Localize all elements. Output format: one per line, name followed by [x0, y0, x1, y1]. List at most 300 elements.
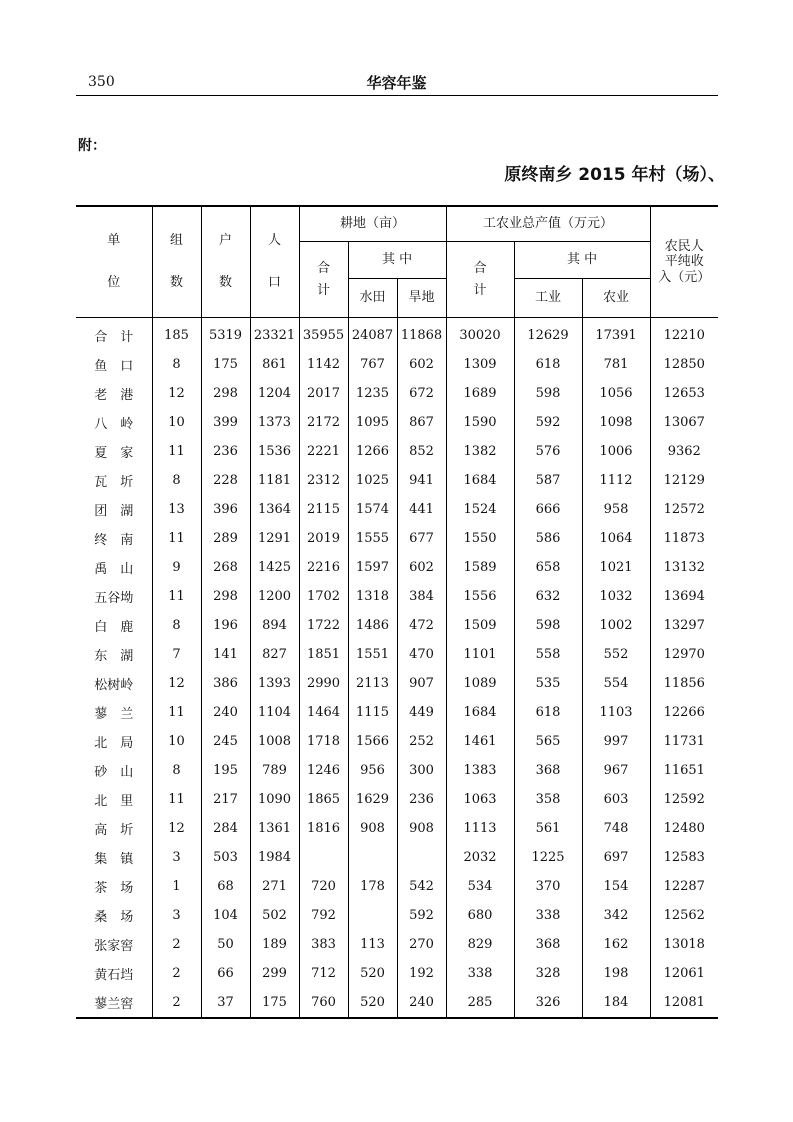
cell-industry: 338	[514, 901, 582, 930]
cell-dryland: 941	[397, 466, 446, 495]
cell-households: 196	[201, 611, 250, 640]
table-row	[76, 350, 718, 379]
cell-industry: 598	[514, 611, 582, 640]
cell-industry: 666	[514, 495, 582, 524]
cell-output-total: 338	[446, 959, 514, 988]
cell-groups: 2	[152, 988, 201, 1018]
cell-income: 12061	[650, 959, 718, 988]
header-industry: 工业	[514, 279, 582, 318]
cell-income: 12592	[650, 785, 718, 814]
table-caption: 原终南乡 2015 年村（场）、	[504, 165, 725, 185]
cell-income: 12583	[650, 843, 718, 872]
cell-unit: 蓼兰窖	[76, 988, 152, 1018]
statistics-table	[76, 205, 718, 1019]
cell-dryland: 252	[397, 727, 446, 756]
table-body	[76, 318, 718, 1019]
table-row	[76, 988, 718, 1018]
cell-output-total: 1589	[446, 553, 514, 582]
header-paddy: 水田	[348, 279, 397, 318]
cell-unit: 北 局	[76, 727, 152, 756]
cell-population: 827	[250, 640, 299, 669]
cell-output-total: 1509	[446, 611, 514, 640]
cell-population: 299	[250, 959, 299, 988]
table-row	[76, 408, 718, 437]
cell-output-total: 1089	[446, 669, 514, 698]
cell-paddy: 1266	[348, 437, 397, 466]
cell-agriculture: 1002	[582, 611, 650, 640]
cell-unit: 东 湖	[76, 640, 152, 669]
cell-income: 12970	[650, 640, 718, 669]
cell-population: 789	[250, 756, 299, 785]
cell-groups: 3	[152, 901, 201, 930]
cell-paddy: 956	[348, 756, 397, 785]
cell-income: 13132	[650, 553, 718, 582]
cell-farmland-total: 1718	[299, 727, 348, 756]
cell-paddy: 1551	[348, 640, 397, 669]
cell-unit: 砂 山	[76, 756, 152, 785]
cell-households: 268	[201, 553, 250, 582]
cell-unit: 八 岭	[76, 408, 152, 437]
cell-unit: 五谷坳	[76, 582, 152, 611]
table-row	[76, 611, 718, 640]
cell-farmland-total: 2990	[299, 669, 348, 698]
cell-households: 298	[201, 379, 250, 408]
cell-households: 289	[201, 524, 250, 553]
cell-industry: 587	[514, 466, 582, 495]
cell-population: 1090	[250, 785, 299, 814]
cell-dryland	[397, 843, 446, 872]
cell-output-total: 1461	[446, 727, 514, 756]
cell-income: 12266	[650, 698, 718, 727]
cell-groups: 11	[152, 524, 201, 553]
cell-farmland-total: 1142	[299, 350, 348, 379]
cell-agriculture: 342	[582, 901, 650, 930]
cell-households: 386	[201, 669, 250, 698]
cell-agriculture: 1098	[582, 408, 650, 437]
cell-groups: 8	[152, 611, 201, 640]
cell-population: 1361	[250, 814, 299, 843]
cell-income: 13018	[650, 930, 718, 959]
cell-dryland: 441	[397, 495, 446, 524]
cell-households: 399	[201, 408, 250, 437]
cell-unit: 团 湖	[76, 495, 152, 524]
cell-industry: 586	[514, 524, 582, 553]
cell-output-total: 2032	[446, 843, 514, 872]
cell-paddy: 1629	[348, 785, 397, 814]
cell-farmland-total: 2216	[299, 553, 348, 582]
header-output-total: 合 计	[446, 242, 514, 318]
cell-population: 1364	[250, 495, 299, 524]
cell-industry: 368	[514, 930, 582, 959]
cell-output-total: 30020	[446, 318, 514, 351]
cell-income: 11856	[650, 669, 718, 698]
cell-households: 503	[201, 843, 250, 872]
cell-income: 11873	[650, 524, 718, 553]
cell-paddy: 178	[348, 872, 397, 901]
cell-farmland-total: 1246	[299, 756, 348, 785]
cell-income: 12287	[650, 872, 718, 901]
cell-income: 12562	[650, 901, 718, 930]
cell-dryland: 384	[397, 582, 446, 611]
cell-agriculture: 697	[582, 843, 650, 872]
cell-agriculture: 967	[582, 756, 650, 785]
cell-dryland: 236	[397, 785, 446, 814]
cell-farmland-total: 792	[299, 901, 348, 930]
cell-unit: 夏 家	[76, 437, 152, 466]
cell-unit: 白 鹿	[76, 611, 152, 640]
table-row	[76, 495, 718, 524]
table-row	[76, 814, 718, 843]
cell-unit: 老 港	[76, 379, 152, 408]
cell-agriculture: 198	[582, 959, 650, 988]
cell-dryland: 542	[397, 872, 446, 901]
cell-population: 502	[250, 901, 299, 930]
table-row	[76, 582, 718, 611]
table-row	[76, 930, 718, 959]
cell-paddy	[348, 901, 397, 930]
cell-dryland: 677	[397, 524, 446, 553]
header-farmland-total: 合 计	[299, 242, 348, 318]
cell-households: 217	[201, 785, 250, 814]
cell-population: 1536	[250, 437, 299, 466]
cell-industry: 328	[514, 959, 582, 988]
cell-groups: 9	[152, 553, 201, 582]
cell-dryland: 672	[397, 379, 446, 408]
cell-population: 1393	[250, 669, 299, 698]
cell-unit: 鱼 口	[76, 350, 152, 379]
cell-groups: 12	[152, 379, 201, 408]
cell-agriculture: 17391	[582, 318, 650, 351]
cell-income: 12480	[650, 814, 718, 843]
cell-paddy: 1566	[348, 727, 397, 756]
table-row	[76, 553, 718, 582]
cell-households: 298	[201, 582, 250, 611]
cell-groups: 3	[152, 843, 201, 872]
cell-paddy: 1318	[348, 582, 397, 611]
table-row	[76, 843, 718, 872]
table-row	[76, 466, 718, 495]
cell-agriculture: 184	[582, 988, 650, 1018]
cell-agriculture: 748	[582, 814, 650, 843]
cell-unit: 蓼 兰	[76, 698, 152, 727]
header-output-of-which: 其 中	[514, 242, 650, 279]
cell-farmland-total: 720	[299, 872, 348, 901]
header-unit: 单 位	[76, 206, 152, 318]
cell-output-total: 534	[446, 872, 514, 901]
cell-population: 1425	[250, 553, 299, 582]
cell-agriculture: 603	[582, 785, 650, 814]
cell-dryland: 602	[397, 350, 446, 379]
cell-farmland-total: 1702	[299, 582, 348, 611]
cell-population: 1373	[250, 408, 299, 437]
header-dryland: 旱地	[397, 279, 446, 318]
cell-paddy: 1555	[348, 524, 397, 553]
cell-output-total: 829	[446, 930, 514, 959]
cell-unit: 张家窖	[76, 930, 152, 959]
appendix-label: 附：	[78, 138, 106, 154]
cell-industry: 618	[514, 698, 582, 727]
cell-industry: 358	[514, 785, 582, 814]
cell-output-total: 285	[446, 988, 514, 1018]
cell-paddy: 908	[348, 814, 397, 843]
cell-farmland-total: 1851	[299, 640, 348, 669]
header-income: 农民人 平纯收 入（元）	[650, 206, 718, 318]
cell-agriculture: 1056	[582, 379, 650, 408]
cell-households: 175	[201, 350, 250, 379]
table-row	[76, 959, 718, 988]
cell-population: 1008	[250, 727, 299, 756]
cell-dryland: 592	[397, 901, 446, 930]
cell-agriculture: 1103	[582, 698, 650, 727]
cell-population: 1984	[250, 843, 299, 872]
cell-output-total: 1101	[446, 640, 514, 669]
cell-unit: 松树岭	[76, 669, 152, 698]
cell-output-total: 1684	[446, 466, 514, 495]
cell-groups: 11	[152, 582, 201, 611]
cell-households: 228	[201, 466, 250, 495]
cell-output-total: 1590	[446, 408, 514, 437]
cell-dryland: 852	[397, 437, 446, 466]
cell-agriculture: 1064	[582, 524, 650, 553]
cell-income: 12210	[650, 318, 718, 351]
cell-groups: 11	[152, 698, 201, 727]
header-agriculture: 农业	[582, 279, 650, 318]
cell-output-total: 1556	[446, 582, 514, 611]
table-row	[76, 872, 718, 901]
cell-households: 68	[201, 872, 250, 901]
cell-farmland-total: 2221	[299, 437, 348, 466]
cell-unit: 北 里	[76, 785, 152, 814]
table-row	[76, 756, 718, 785]
cell-groups: 12	[152, 669, 201, 698]
cell-output-total: 1383	[446, 756, 514, 785]
cell-unit: 禹 山	[76, 553, 152, 582]
cell-agriculture: 162	[582, 930, 650, 959]
cell-agriculture: 154	[582, 872, 650, 901]
cell-output-total: 1689	[446, 379, 514, 408]
cell-paddy: 1025	[348, 466, 397, 495]
cell-unit: 茶 场	[76, 872, 152, 901]
header-population: 人 口	[250, 206, 299, 318]
cell-dryland: 602	[397, 553, 446, 582]
cell-income: 12850	[650, 350, 718, 379]
cell-industry: 632	[514, 582, 582, 611]
cell-industry: 370	[514, 872, 582, 901]
cell-dryland: 449	[397, 698, 446, 727]
cell-paddy: 1574	[348, 495, 397, 524]
cell-groups: 7	[152, 640, 201, 669]
cell-farmland-total: 1722	[299, 611, 348, 640]
cell-paddy: 24087	[348, 318, 397, 351]
cell-farmland-total	[299, 843, 348, 872]
table-row	[76, 698, 718, 727]
table-row	[76, 785, 718, 814]
cell-output-total: 1524	[446, 495, 514, 524]
cell-groups: 2	[152, 930, 201, 959]
cell-paddy: 767	[348, 350, 397, 379]
cell-unit: 瓦 圻	[76, 466, 152, 495]
cell-income: 13694	[650, 582, 718, 611]
cell-farmland-total: 2017	[299, 379, 348, 408]
cell-industry: 368	[514, 756, 582, 785]
header-households: 户 数	[201, 206, 250, 318]
cell-groups: 13	[152, 495, 201, 524]
cell-industry: 561	[514, 814, 582, 843]
cell-households: 104	[201, 901, 250, 930]
table-row	[76, 318, 718, 351]
cell-population: 894	[250, 611, 299, 640]
cell-paddy: 2113	[348, 669, 397, 698]
cell-dryland: 192	[397, 959, 446, 988]
cell-farmland-total: 2172	[299, 408, 348, 437]
cell-groups: 1	[152, 872, 201, 901]
cell-households: 5319	[201, 318, 250, 351]
cell-industry: 12629	[514, 318, 582, 351]
cell-farmland-total: 2019	[299, 524, 348, 553]
cell-agriculture: 1006	[582, 437, 650, 466]
cell-paddy: 1115	[348, 698, 397, 727]
book-title: 华容年鉴	[366, 74, 427, 92]
cell-unit: 高 圻	[76, 814, 152, 843]
cell-dryland: 472	[397, 611, 446, 640]
table-row	[76, 901, 718, 930]
cell-industry: 558	[514, 640, 582, 669]
cell-population: 175	[250, 988, 299, 1018]
cell-households: 141	[201, 640, 250, 669]
cell-income: 12081	[650, 988, 718, 1018]
cell-paddy: 520	[348, 959, 397, 988]
cell-unit: 终 南	[76, 524, 152, 553]
cell-farmland-total: 712	[299, 959, 348, 988]
cell-dryland: 300	[397, 756, 446, 785]
cell-output-total: 1550	[446, 524, 514, 553]
header-farmland-of-which: 其 中	[348, 242, 446, 279]
cell-households: 66	[201, 959, 250, 988]
header-groups: 组 数	[152, 206, 201, 318]
cell-households: 37	[201, 988, 250, 1018]
page-number: 350	[88, 74, 115, 90]
table-row	[76, 669, 718, 698]
cell-population: 1291	[250, 524, 299, 553]
cell-households: 284	[201, 814, 250, 843]
cell-dryland: 908	[397, 814, 446, 843]
cell-paddy: 113	[348, 930, 397, 959]
cell-farmland-total: 35955	[299, 318, 348, 351]
cell-income: 11651	[650, 756, 718, 785]
cell-population: 1200	[250, 582, 299, 611]
cell-unit: 合 计	[76, 318, 152, 351]
cell-groups: 11	[152, 785, 201, 814]
cell-population: 1181	[250, 466, 299, 495]
cell-paddy: 1095	[348, 408, 397, 437]
cell-farmland-total: 1865	[299, 785, 348, 814]
cell-groups: 10	[152, 727, 201, 756]
cell-unit: 黄石垱	[76, 959, 152, 988]
cell-households: 236	[201, 437, 250, 466]
cell-paddy: 520	[348, 988, 397, 1018]
cell-population: 1204	[250, 379, 299, 408]
table-row	[76, 727, 718, 756]
header-output: 工农业总产值（万元）	[446, 206, 650, 242]
cell-groups: 185	[152, 318, 201, 351]
cell-income: 9362	[650, 437, 718, 466]
cell-unit: 桑 场	[76, 901, 152, 930]
cell-industry: 565	[514, 727, 582, 756]
cell-population: 189	[250, 930, 299, 959]
cell-paddy: 1235	[348, 379, 397, 408]
table-row	[76, 640, 718, 669]
cell-households: 240	[201, 698, 250, 727]
cell-unit: 集 镇	[76, 843, 152, 872]
cell-agriculture: 1021	[582, 553, 650, 582]
cell-dryland: 240	[397, 988, 446, 1018]
cell-population: 861	[250, 350, 299, 379]
cell-dryland: 907	[397, 669, 446, 698]
cell-industry: 576	[514, 437, 582, 466]
header-farmland: 耕地（亩）	[299, 206, 446, 242]
cell-industry: 598	[514, 379, 582, 408]
cell-agriculture: 958	[582, 495, 650, 524]
cell-farmland-total: 2312	[299, 466, 348, 495]
cell-dryland: 11868	[397, 318, 446, 351]
table-row	[76, 524, 718, 553]
cell-industry: 658	[514, 553, 582, 582]
cell-agriculture: 1032	[582, 582, 650, 611]
cell-dryland: 270	[397, 930, 446, 959]
cell-groups: 8	[152, 756, 201, 785]
cell-farmland-total: 2115	[299, 495, 348, 524]
cell-groups: 8	[152, 466, 201, 495]
cell-households: 396	[201, 495, 250, 524]
cell-dryland: 867	[397, 408, 446, 437]
cell-output-total: 680	[446, 901, 514, 930]
cell-paddy	[348, 843, 397, 872]
cell-groups: 12	[152, 814, 201, 843]
cell-output-total: 1382	[446, 437, 514, 466]
cell-agriculture: 781	[582, 350, 650, 379]
cell-groups: 10	[152, 408, 201, 437]
cell-income: 13297	[650, 611, 718, 640]
cell-income: 12653	[650, 379, 718, 408]
header-rule	[76, 95, 718, 96]
cell-income: 11731	[650, 727, 718, 756]
cell-output-total: 1063	[446, 785, 514, 814]
cell-farmland-total: 1816	[299, 814, 348, 843]
cell-farmland-total: 1464	[299, 698, 348, 727]
table-row	[76, 437, 718, 466]
cell-population: 271	[250, 872, 299, 901]
cell-farmland-total: 383	[299, 930, 348, 959]
cell-income: 12572	[650, 495, 718, 524]
cell-industry: 535	[514, 669, 582, 698]
cell-industry: 618	[514, 350, 582, 379]
cell-population: 1104	[250, 698, 299, 727]
cell-groups: 11	[152, 437, 201, 466]
cell-households: 245	[201, 727, 250, 756]
cell-output-total: 1309	[446, 350, 514, 379]
cell-agriculture: 1112	[582, 466, 650, 495]
cell-farmland-total: 760	[299, 988, 348, 1018]
cell-households: 50	[201, 930, 250, 959]
cell-output-total: 1113	[446, 814, 514, 843]
cell-agriculture: 554	[582, 669, 650, 698]
cell-industry: 1225	[514, 843, 582, 872]
cell-industry: 326	[514, 988, 582, 1018]
cell-households: 195	[201, 756, 250, 785]
cell-income: 12129	[650, 466, 718, 495]
cell-income: 13067	[650, 408, 718, 437]
cell-paddy: 1486	[348, 611, 397, 640]
